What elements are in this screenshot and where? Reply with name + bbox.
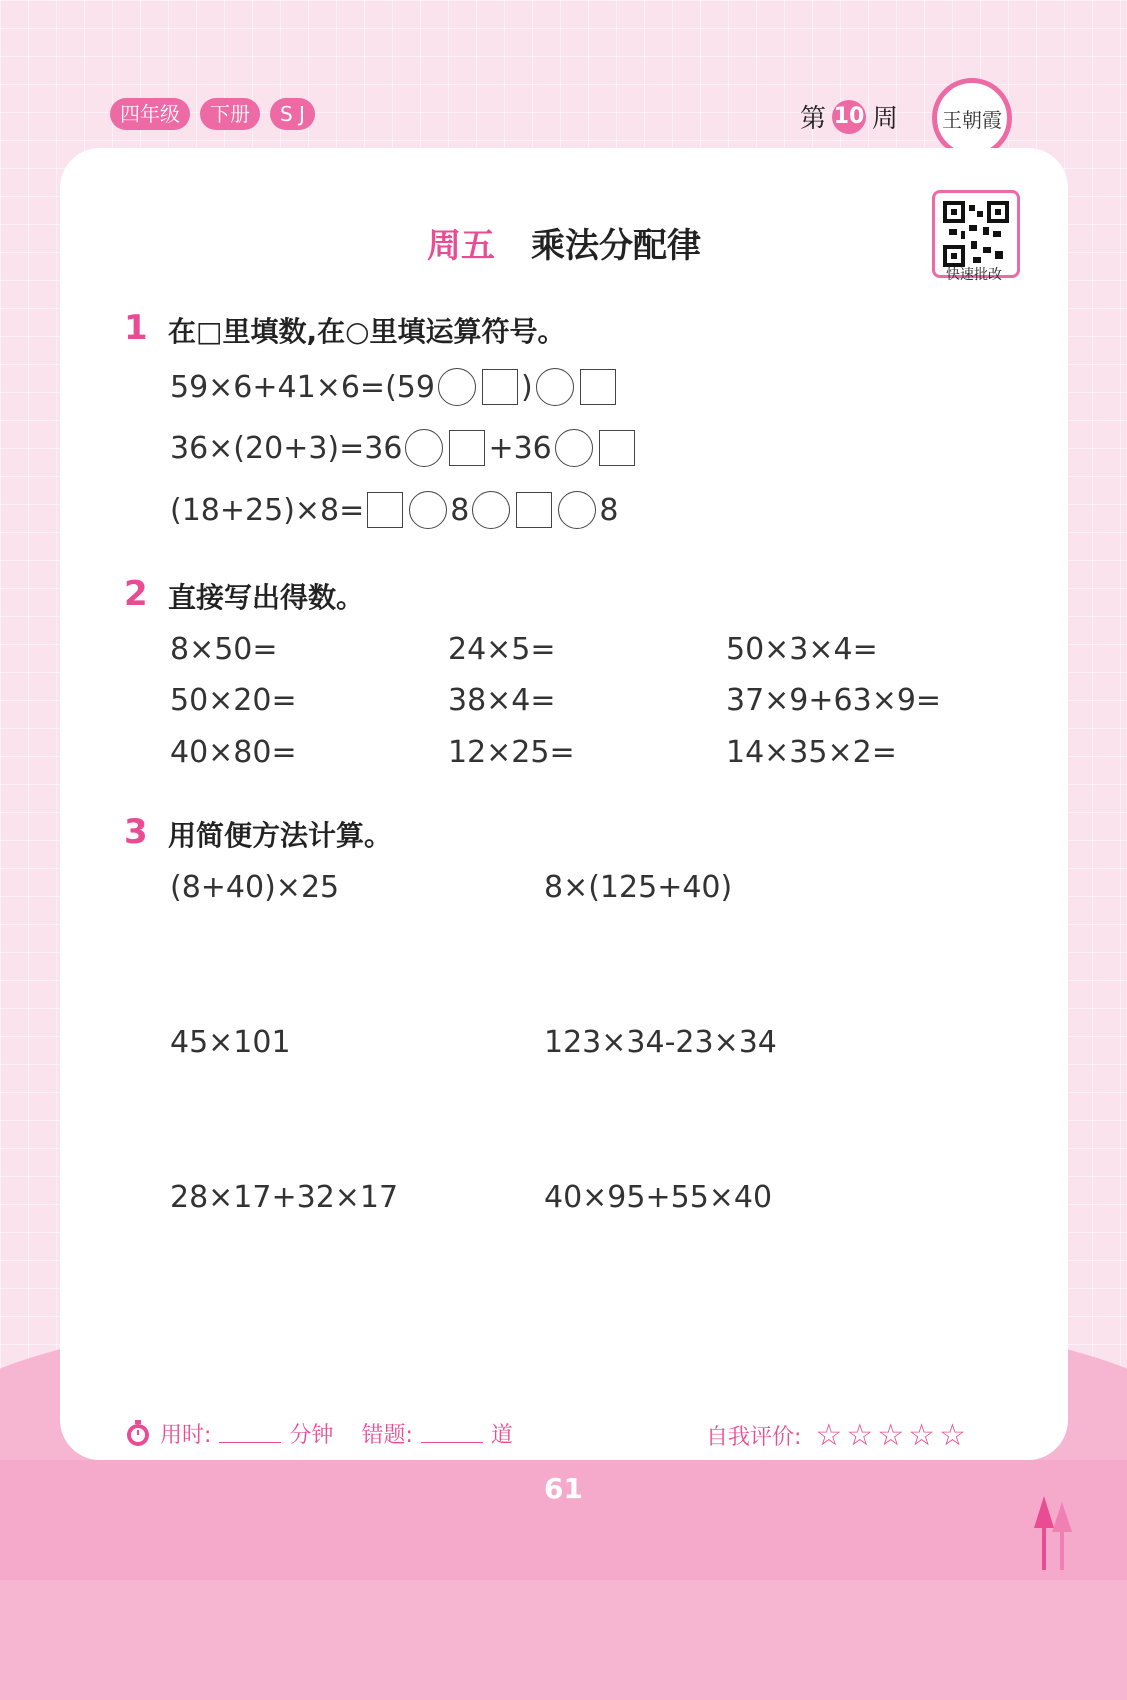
question-2-number: 2 (124, 574, 148, 614)
q3-item: 123×34-23×34 (544, 1025, 777, 1060)
q3-item: 40×95+55×40 (544, 1180, 773, 1215)
q1-line-3 (170, 491, 618, 529)
time-unit: 分钟 (289, 1423, 334, 1448)
qr-label: 快速批改 (946, 267, 1002, 283)
operator-circle[interactable] (409, 491, 447, 529)
time-blank[interactable] (219, 1424, 281, 1443)
title-day: 周五 (427, 226, 495, 266)
operator-circle[interactable] (558, 491, 596, 529)
rating-stars[interactable]: ☆☆☆☆☆ (815, 1418, 970, 1453)
q2-item: 14×35×2= (726, 735, 897, 770)
week-number: 10 (832, 100, 866, 134)
operator-circle[interactable] (472, 491, 510, 529)
edition-tag: S J (270, 98, 315, 130)
week-indicator (800, 98, 898, 135)
q1-line-1-expr: 59×6+41×6=(59 (170, 369, 435, 405)
q2-item: 50×20= (170, 683, 297, 718)
number-box[interactable] (482, 369, 518, 405)
errors-label: 错题: (361, 1423, 413, 1448)
grade-tag: 四年级 (110, 98, 190, 130)
week-suffix: 周 (872, 104, 899, 134)
q1-line-3-end: 8 (599, 492, 619, 528)
number-box[interactable] (449, 430, 485, 466)
grade-tags (110, 98, 315, 130)
q2-item: 38×4= (448, 683, 556, 718)
number-box[interactable] (599, 430, 635, 466)
worksheet-card (60, 148, 1068, 1460)
q2-item: 40×80= (170, 735, 297, 770)
q3-item: 45×101 (170, 1025, 291, 1060)
q3-item: (8+40)×25 (170, 870, 340, 905)
q2-item: 8×50= (170, 632, 278, 667)
question-3-number: 3 (124, 812, 148, 852)
number-box[interactable] (367, 492, 403, 528)
page-title (60, 218, 1068, 267)
logo-text: 王朝霞 (942, 107, 1002, 132)
question-2-text: 直接写出得数。 (168, 581, 365, 614)
q1-line-3-expr: (18+25)×8= (170, 492, 365, 528)
q2-item: 50×3×4= (726, 632, 878, 667)
week-prefix: 第 (800, 104, 827, 134)
q1-line-2-expr: 36×(20+3)=36 (170, 430, 403, 466)
stopwatch-icon (124, 1420, 152, 1448)
number-box[interactable] (580, 369, 616, 405)
volume-tag: 下册 (200, 98, 260, 130)
operator-circle[interactable] (438, 368, 476, 406)
q3-item: 8×(125+40) (544, 870, 733, 905)
time-label: 用时: (160, 1423, 212, 1448)
operator-circle[interactable] (555, 429, 593, 467)
operator-circle[interactable] (405, 429, 443, 467)
brand-logo (932, 78, 1012, 158)
q1-line-1 (170, 368, 619, 406)
number-box[interactable] (516, 492, 552, 528)
q3-item: 28×17+32×17 (170, 1180, 399, 1215)
title-topic: 乘法分配律 (531, 226, 701, 266)
arrow-up-icon (1030, 1492, 1080, 1570)
footer-stats (124, 1418, 513, 1449)
operator-circle[interactable] (536, 368, 574, 406)
q1-line-1-paren: ) (520, 369, 533, 405)
errors-blank[interactable] (421, 1424, 483, 1443)
rating-label: 自我评价: (706, 1425, 802, 1450)
q1-line-2-mid: +36 (488, 430, 552, 466)
question-1-number: 1 (124, 308, 148, 348)
page-number: 61 (544, 1472, 583, 1505)
q2-item: 24×5= (448, 632, 556, 667)
self-rating (706, 1418, 970, 1453)
q2-item: 12×25= (448, 735, 575, 770)
q1-line-3-mid: 8 (450, 492, 470, 528)
errors-unit: 道 (490, 1423, 513, 1448)
question-1-text: 在□里填数,在○里填运算符号。 (168, 315, 566, 348)
q2-item: 37×9+63×9= (726, 683, 942, 718)
question-3-text: 用简便方法计算。 (168, 819, 393, 852)
q1-line-2 (170, 429, 638, 467)
